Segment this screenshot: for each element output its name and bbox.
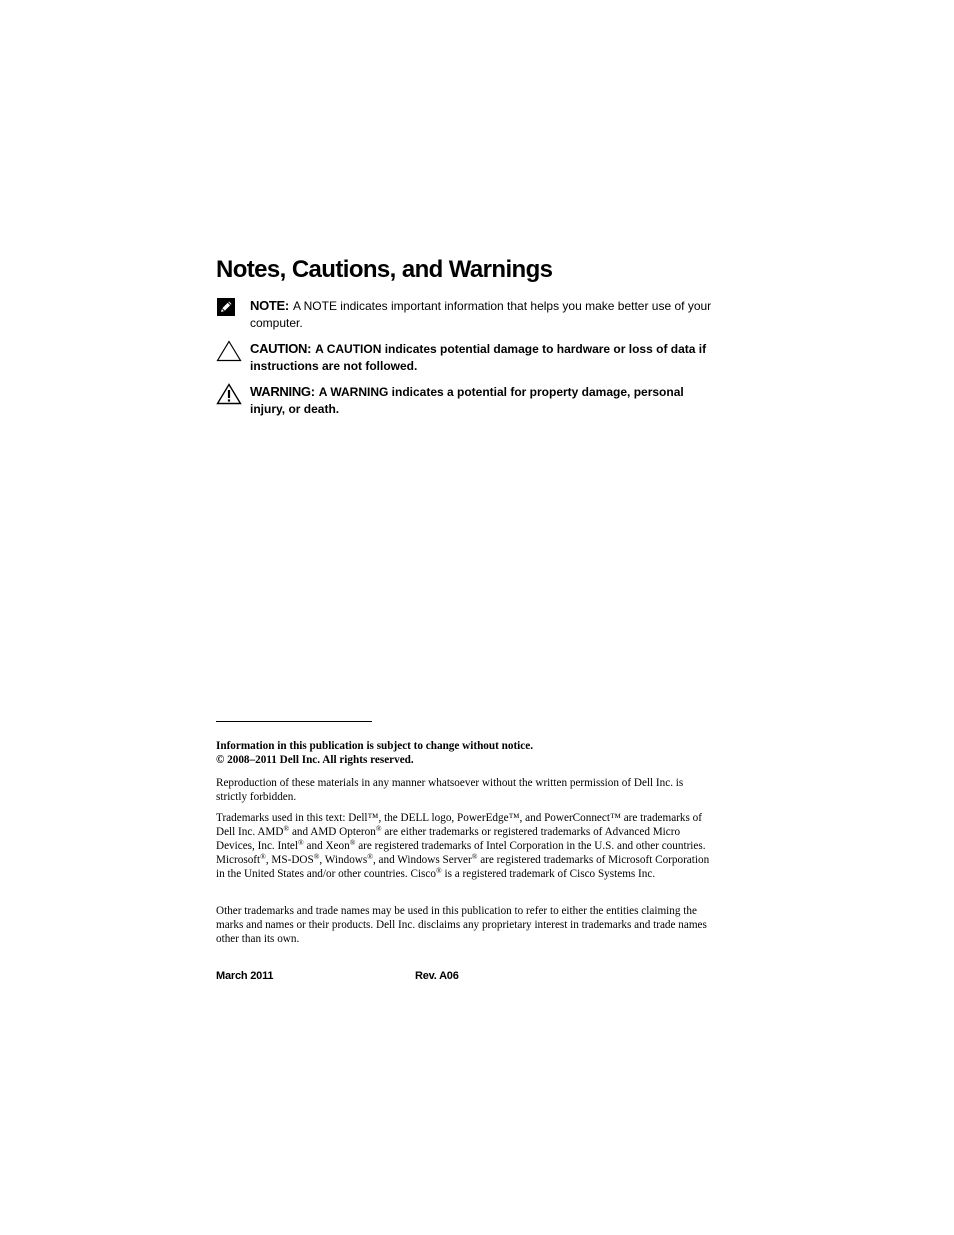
warning-label: WARNING:	[250, 384, 315, 399]
registered-mark: ®	[435, 866, 442, 875]
note-pencil-icon	[216, 297, 242, 319]
warning-text: A WARNING indicates a potential for property damage, personal injury, or death.	[250, 385, 684, 416]
warning-notice	[216, 383, 716, 418]
trademark-text: , and Windows Server	[372, 854, 472, 866]
reproduction-notice: Reproduction of these materials in any manner whatsoever without the written permission of Dell Inc. is strictly forbidden.	[216, 777, 684, 803]
trademark-text: , Windows	[319, 854, 368, 866]
change-notice: Information in this publication is subject to change without notice.	[216, 740, 534, 752]
registered-mark: ®	[298, 838, 304, 847]
trademark-text: is a registered trademark of Cisco Systems Inc.	[441, 868, 656, 880]
warning-exclamation-triangle-icon	[216, 383, 242, 405]
trademark-text: , MS-DOS	[265, 854, 314, 866]
legal-info	[216, 739, 716, 767]
publication-date: March 2011	[216, 970, 274, 982]
trademark-text: and AMD Opteron	[289, 826, 376, 838]
footnote-divider	[216, 721, 372, 722]
revision-number: Rev. A06	[415, 970, 459, 982]
caution-label: CAUTION:	[250, 341, 312, 356]
registered-mark: ®	[367, 852, 373, 861]
page-title: Notes, Cautions, and Warnings	[216, 256, 553, 283]
caution-triangle-icon	[216, 340, 242, 362]
other-trademarks-notice: Other trademarks and trade names may be used in this publication to refer to either the entities claiming the marks and names or their products. Dell Inc. disclaims any proprietary interest in trademarks and trade names other than its own.	[216, 905, 707, 945]
note-text: A NOTE indicates important information that helps you make better use of your computer.	[250, 299, 712, 330]
registered-mark: ®	[375, 824, 382, 833]
registered-mark: ®	[260, 852, 266, 861]
trademark-text: are registered trademarks of Microsoft Corporation in the United States and/or other countries. Cisco	[216, 854, 710, 880]
trademark-text: are registered trademarks of Intel Corporation in the U.S. and other countries. Microsoft	[216, 840, 706, 866]
registered-mark: ®	[471, 852, 478, 861]
copyright-line: © 2008–2011 Dell Inc. All rights reserved.	[216, 754, 414, 766]
trademarks-notice	[216, 811, 716, 881]
registered-mark: ®	[349, 838, 356, 847]
note-notice	[216, 297, 716, 332]
registered-mark: ®	[283, 824, 290, 833]
caution-notice	[216, 340, 716, 375]
registered-mark: ®	[313, 852, 320, 861]
note-label: NOTE:	[250, 298, 289, 313]
caution-text: A CAUTION indicates potential damage to hardware or loss of data if instructions are not followed.	[250, 342, 707, 373]
trademark-text: Trademarks used in this text: Dell™, the DELL logo, PowerEdge™, and PowerConnect™ are trademarks of Dell Inc. AMD	[216, 812, 702, 838]
trademark-text: and Xeon	[303, 840, 350, 852]
trademark-text: are either trademarks or registered trademarks of Advanced Micro Devices, Inc. Intel	[216, 826, 681, 852]
